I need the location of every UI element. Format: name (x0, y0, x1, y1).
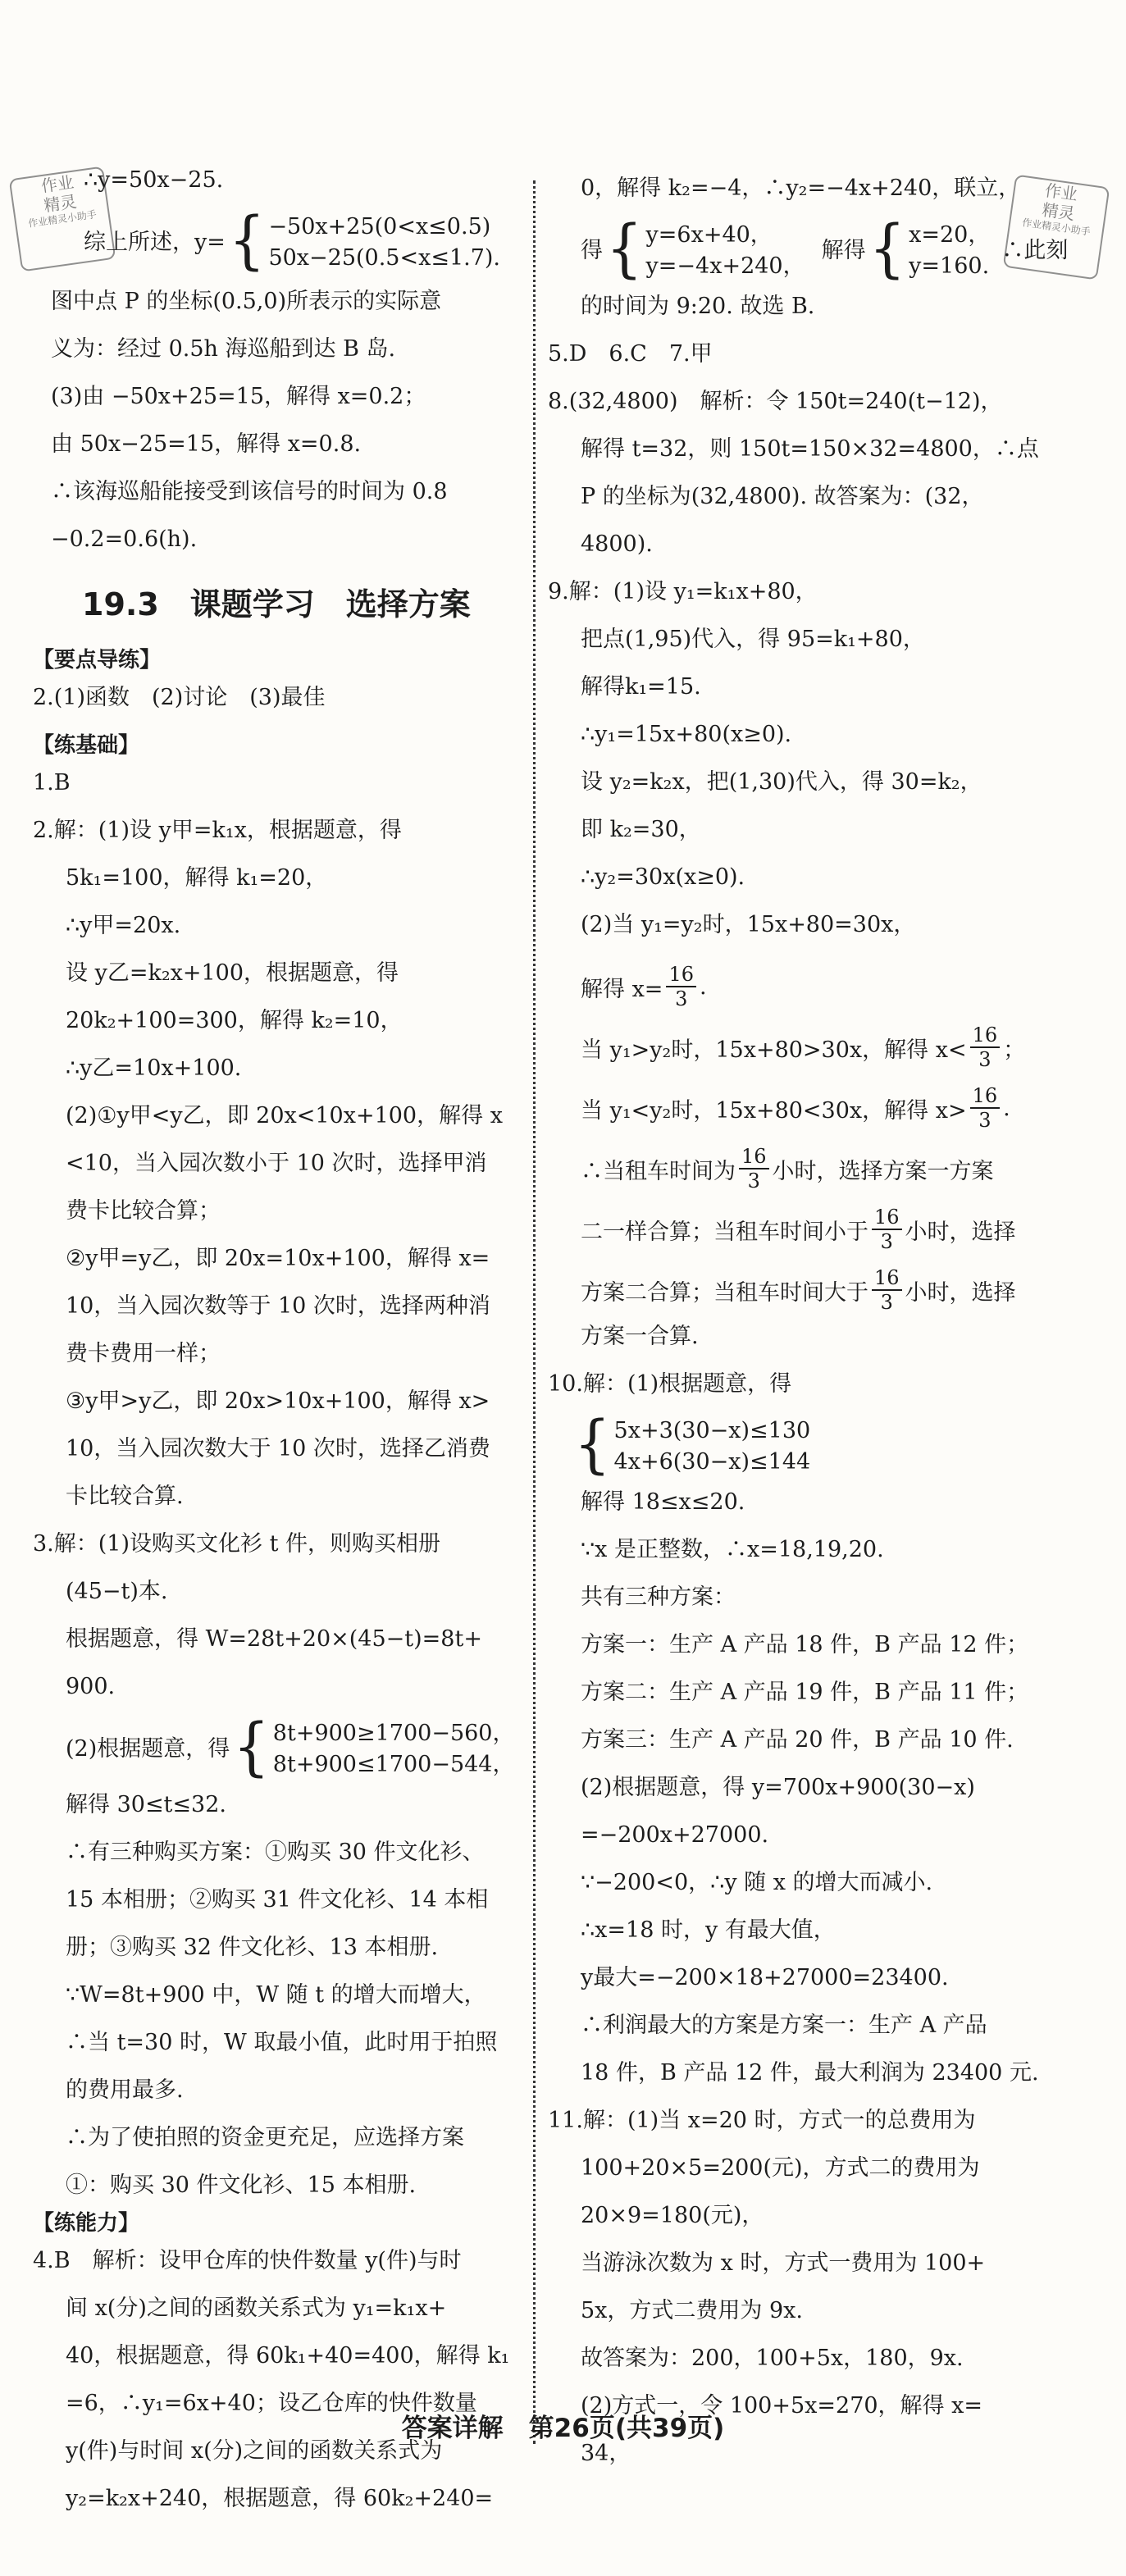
text-line: (2)根据题意，得 (66, 1736, 230, 1762)
text-line: 100+20×5=200(元)，方式二的费用为 (581, 2155, 980, 2181)
text-line: 设 y乙=k₂x+100，根据题意，得 (66, 960, 399, 986)
text-line: (2)当 y₁=y₂时，15x+80=30x， (581, 912, 916, 937)
text-line: 4800). (581, 531, 653, 557)
brace-symbol: { (228, 203, 266, 277)
left-column (33, 164, 525, 2515)
text-line: . (1003, 1095, 1010, 1121)
fraction (970, 1084, 1001, 1132)
text-line: ∴y₁=15x+80(x≥0). (581, 722, 792, 747)
brace-symbol: { (574, 1407, 611, 1481)
text-line: 方案二合算；当租车时间大于 (581, 1279, 868, 1306)
text-line: 卡比较合算. (66, 1484, 184, 1509)
fraction-line (548, 956, 1089, 1017)
text-line: ∴y₂=30x(x≥0). (581, 864, 745, 890)
text-line: 50x−25(0.5<x≤1.7). (268, 245, 501, 271)
text-line: 的费用最多. (66, 2077, 184, 2103)
section-tag: 【练基础】 (33, 733, 140, 758)
text-line: 费卡比较合算； (66, 1198, 221, 1224)
text-line: 根据题意，得 W=28t+20×(45−t)=8t+ (66, 1626, 482, 1652)
text-line: y(件)与时间 x(分)之间的函数关系式为 (66, 2438, 443, 2464)
inequality-system (33, 1709, 525, 1784)
text-line: 8t+900≤1700−544， (272, 1752, 515, 1777)
text-line: ∵−200<0，∴y 随 x 的增大而减小. (581, 1870, 933, 1895)
text-line: 900. (66, 1674, 116, 1699)
text-line: ∴此刻 (1001, 238, 1069, 263)
text-line: 9.解：(1)设 y₁=k₁x+80， (548, 579, 818, 604)
fraction-numerator: 16 (970, 1084, 1001, 1109)
text-line: 3.解：(1)设购买文化衫 t 件，则购买相册 (33, 1531, 441, 1557)
text-line: 费卡费用一样； (66, 1341, 221, 1366)
text-line: 的时间为 9:20. 故选 B. (581, 294, 815, 319)
fraction-denominator: 3 (675, 987, 688, 1010)
fraction-numerator: 16 (872, 1266, 902, 1291)
text-line: 40，根据题意，得 60k₁+40=400，解得 k₁ (66, 2343, 510, 2369)
text-line: (45−t)本. (66, 1579, 168, 1604)
text-line: y=160. (909, 253, 990, 279)
fraction-denominator: 3 (880, 1291, 893, 1314)
text-line: 20×9=180(元)， (581, 2203, 764, 2228)
text-line: ∴当租车时间为 (581, 1158, 736, 1184)
text-line: 即 k₂=30， (581, 817, 701, 842)
fraction-line (548, 1017, 1089, 1078)
text-line: 解得 t=32，则 150t=150×32=4800，∴点 (581, 436, 1039, 462)
text-line: 10，当入园次数大于 10 次时，选择乙消费 (66, 1436, 490, 1461)
text-line: 小时，选择方案一方案 (772, 1158, 994, 1184)
text-line: ∵x 是正整数，∴x=18,19,20. (581, 1537, 884, 1562)
text-line: 5x+3(30−x)≤130 (613, 1418, 811, 1443)
fraction-line (548, 1260, 1089, 1320)
text-line: 当游泳次数为 x 时，方式一费用为 100+ (581, 2250, 986, 2276)
fraction (739, 1145, 769, 1192)
text-line: (2)方式一，令 100+5x=270，解得 x= (581, 2393, 982, 2419)
text-line: (3)由 −50x+25=15，解得 x=0.2； (51, 384, 426, 409)
text-line: ②y甲=y乙，即 20x=10x+100，解得 x= (66, 1246, 490, 1271)
equation-system (548, 211, 1089, 285)
fraction (970, 1024, 1001, 1071)
fraction-numerator: 16 (970, 1024, 1001, 1048)
text-line: 解得 x= (581, 976, 663, 1002)
text-line: 由 50x−25=15，解得 x=0.8. (51, 431, 362, 457)
text-line: 34， (581, 2441, 631, 2466)
text-line: ； (1003, 1037, 1026, 1063)
brace-symbol: { (233, 1709, 270, 1784)
text-line: 2.解：(1)设 y甲=k₁x，根据题意，得 (33, 818, 402, 843)
text-line: 当 y₁>y₂时，15x+80>30x，解得 x< (581, 1037, 967, 1063)
text-line: y=6x+40， (645, 222, 773, 248)
text-line: 4x+6(30−x)≤144 (613, 1449, 811, 1475)
text-line: 故答案为：200，100+5x，180，9x. (581, 2346, 964, 2371)
section-tag: 【要点导练】 (33, 648, 162, 672)
fraction-numerator: 16 (666, 963, 696, 987)
text-line: 5.D 6.C 7.甲 (548, 341, 713, 367)
text-line: x=20， (909, 222, 991, 248)
text-line: ①：购买 30 件文化衫、15 本相册. (66, 2173, 417, 2198)
text-line: ∴y=50x−25. (84, 167, 224, 193)
text-line: <10，当入园次数小于 10 次时，选择甲消 (66, 1151, 487, 1176)
text-line: y=−4x+240， (645, 253, 805, 279)
fraction-denominator: 3 (978, 1109, 992, 1132)
text-line: 18 件，B 产品 12 件，最大利润为 23400 元. (581, 2060, 1039, 2086)
text-line: 20k₂+100=300，解得 k₂=10， (66, 1008, 403, 1033)
text-line: 解得 18≤x≤20. (581, 1489, 745, 1515)
section-title: 19.3 课题学习 选择方案 (82, 586, 471, 622)
fraction-denominator: 3 (747, 1169, 760, 1192)
text-line: 小时，选择 (905, 1219, 1016, 1245)
text-line: 10，当入园次数等于 10 次时，选择两种消 (66, 1293, 490, 1319)
text-line: ∴y乙=10x+100. (66, 1055, 242, 1081)
text-line: 综上所述，y= (84, 230, 226, 255)
text-line: ∴y甲=20x. (66, 913, 181, 938)
text-line: 册；③购买 32 件文化衫、13 本相册. (66, 1935, 439, 1960)
fraction (872, 1206, 902, 1253)
text-line: 义为：经过 0.5h 海巡船到达 B 岛. (51, 336, 396, 362)
fraction-numerator: 16 (739, 1145, 769, 1169)
text-line: 二一样合算；当租车时间小于 (581, 1219, 868, 1245)
right-column (548, 172, 1089, 2470)
text-line: 当 y₁<y₂时，15x+80<30x，解得 x> (581, 1097, 967, 1124)
text-line: 解得 30≤t≤32. (66, 1792, 226, 1817)
fraction-denominator: 3 (880, 1230, 893, 1253)
text-line: 1.B (33, 770, 71, 796)
text-line: 方案三：生产 A 产品 20 件，B 产品 10 件. (581, 1727, 1014, 1753)
text-line: 4.B 解析：设甲仓库的快件数量 y(件)与时 (33, 2248, 462, 2273)
text-line: 共有三种方案： (581, 1584, 736, 1610)
fraction-line (548, 1078, 1089, 1138)
text-line: 间 x(分)之间的函数关系式为 y₁=k₁x+ (66, 2296, 447, 2321)
text-line: ∴为了使拍照的资金更充足，应选择方案 (66, 2125, 464, 2150)
text-line: ∴当 t=30 时，W 取最小值，此时用于拍照 (66, 2030, 498, 2055)
text-line: 10.解：(1)根据题意，得 (548, 1371, 792, 1397)
fraction-numerator: 16 (872, 1206, 902, 1230)
text-line: −50x+25(0<x≤0.5) (268, 214, 491, 239)
fraction-line (548, 1199, 1089, 1260)
text-line: ∴该海巡船能接受到该信号的时间为 0.8 (51, 479, 448, 504)
text-line: 2.(1)函数 (2)讨论 (3)最佳 (33, 685, 326, 710)
text-line: 把点(1,95)代入，得 95=k₁+80， (581, 627, 925, 652)
text-line: =−200x+27000. (581, 1822, 769, 1848)
text-line: 0，解得 k₂=−4，∴y₂=−4x+240，联立， (581, 176, 1021, 201)
text-line: ③y甲>y乙，即 20x>10x+100，解得 x> (66, 1388, 490, 1414)
text-line: 设 y₂=k₂x，把(1,30)代入，得 30=k₂， (581, 769, 982, 795)
text-line: 小时，选择 (905, 1279, 1016, 1306)
text-line: 8t+900≥1700−560， (272, 1721, 515, 1746)
text-line: P 的坐标为(32,4800). 故答案为：(32， (581, 484, 984, 509)
stamp-logo-left: 作业 精灵 作业精灵小助手 (9, 166, 116, 271)
column-divider (533, 180, 536, 2444)
brace-symbol: { (868, 211, 906, 285)
text-line: =6，∴y₁=6x+40；设乙仓库的快件数量 (66, 2391, 477, 2416)
text-line: 得 (581, 238, 603, 263)
text-line: 5x，方式二费用为 9x. (581, 2298, 803, 2323)
text-line: ∴利润最大的方案是方案一：生产 A 产品 (581, 2013, 987, 2038)
text-line: 图中点 P 的坐标(0.5,0)所表示的实际意 (51, 289, 442, 314)
text-line: ∵W=8t+900 中，W 随 t 的增大而增大， (66, 1982, 486, 2008)
fraction (872, 1266, 902, 1314)
fraction-line (548, 1138, 1089, 1199)
text-line: 方案一合算. (581, 1324, 699, 1349)
brace-symbol: { (606, 211, 643, 285)
text-line: −0.2=0.6(h). (51, 527, 198, 552)
text-line: y最大=−200×18+27000=23400. (581, 1965, 949, 1990)
section-tag: 【练能力】 (33, 2211, 140, 2236)
text-line: ∴x=18 时，y 有最大值， (581, 1917, 836, 1943)
text-line: 方案一：生产 A 产品 18 件，B 产品 12 件； (581, 1632, 1029, 1657)
piecewise-function (33, 203, 525, 277)
text-line: (2)①y甲<y乙，即 20x<10x+100，解得 x (66, 1103, 503, 1128)
text-line: y₂=k₂x+240，根据题意，得 60k₂+240= (66, 2486, 494, 2511)
fraction (666, 963, 696, 1010)
text-line: 解得 (821, 238, 866, 263)
text-line: 方案二：生产 A 产品 19 件，B 产品 11 件； (581, 1680, 1029, 1705)
text-line: 5k₁=100，解得 k₁=20， (66, 865, 328, 891)
text-line: 15 本相册；②购买 31 件文化衫、14 本相 (66, 1887, 489, 1913)
fraction-denominator: 3 (978, 1048, 992, 1071)
stamp-logo-right: 作业 精灵 作业精灵小助手 (1003, 174, 1110, 280)
inequality-system (548, 1407, 1089, 1481)
text-line: ∴有三种购买方案：①购买 30 件文化衫、 (66, 1840, 485, 1865)
text-line: (2)根据题意，得 y=700x+900(30−x) (581, 1775, 975, 1800)
text-line: 11.解：(1)当 x=20 时，方式一的总费用为 (548, 2108, 976, 2133)
text-line: 8.(32,4800) 解析：令 150t=240(t−12)， (548, 389, 1003, 414)
text-line: . (699, 973, 707, 1000)
page-footer: 答案详解 第26页(共39页) (401, 2414, 725, 2443)
text-line: 解得k₁=15. (581, 674, 701, 700)
